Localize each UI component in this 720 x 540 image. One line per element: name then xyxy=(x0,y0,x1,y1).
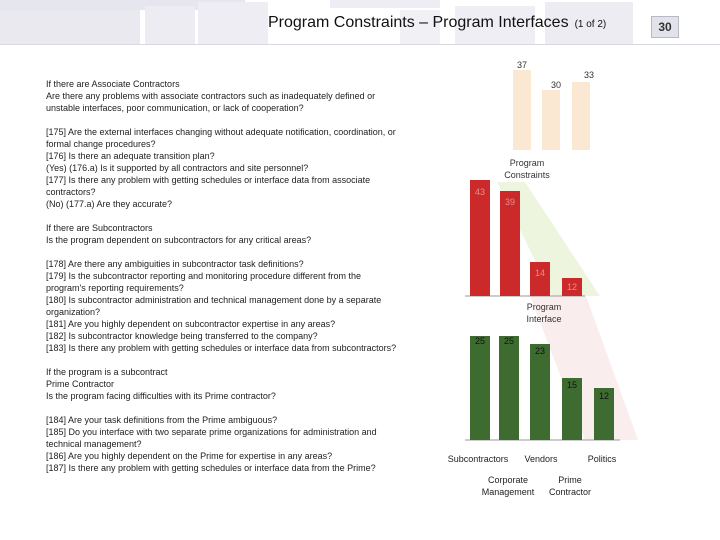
subcontract-heading: If the program is a subcontract Prime Contractor Is the program facing difficulties with its Prime contractor? xyxy=(46,367,276,401)
bar-label-constraints-3: 33 xyxy=(583,70,595,80)
x-label-politics: Politics xyxy=(587,454,617,464)
associate-contractors-heading: If there are Associate Contractors Are there any problems with associate contractors such as inadequately defined or unstable interfaces, poor communication, or lack of cooperation? xyxy=(46,79,376,113)
slide-number: 30 xyxy=(651,16,679,38)
bar-interface-1 xyxy=(470,180,490,296)
bar-label-interface-4: 12 xyxy=(566,282,578,292)
bar-label-detail-2: 25 xyxy=(503,336,515,346)
x-label-subcontractors: Subcontractors xyxy=(447,454,509,464)
associate-contractors-questions: [175] Are the external interfaces changing without adequate notification, coordination, or formal change procedures? [176] Is there an adequate transition plan? (Yes) (176.a) Is it supported by all contractors and site personnel? [177] Is there any problem with getting schedules or interface data from associate contractors? (No) (177.a) Are they accurate? xyxy=(46,127,396,209)
bar-label-interface-1: 43 xyxy=(474,187,486,197)
bar-label-detail-3: 23 xyxy=(534,346,546,356)
level-label-constraints: Program Constraints xyxy=(504,158,550,180)
bar-detail-2 xyxy=(499,336,519,440)
bar-label-constraints-2: 30 xyxy=(550,80,562,90)
bar-label-interface-2: 39 xyxy=(504,197,516,207)
x-label-corporate-management: Corporate Management xyxy=(481,475,535,497)
bar-label-detail-5: 12 xyxy=(598,391,610,401)
bar-detail-1 xyxy=(470,336,490,440)
x-label-vendors: Vendors xyxy=(524,454,558,464)
bar-constraints-3 xyxy=(572,82,590,150)
page-indicator: (1 of 2) xyxy=(574,19,607,30)
x-label-prime-contractor: Prime Contractor xyxy=(548,475,592,497)
bar-label-detail-4: 15 xyxy=(566,380,578,390)
bar-label-detail-1: 25 xyxy=(474,336,486,346)
subcontract-questions: [184] Are your task definitions from the Prime ambiguous? [185] Do you interface with two separate prime organizations for administration and technical management? [186] Are you highly dependent on the Prime for expertise in any areas? [187] Is there any problem with getting schedules or interface data from the Prime? xyxy=(46,415,377,473)
bar-label-constraints-1: 37 xyxy=(516,60,528,70)
bar-constraints-2 xyxy=(542,90,560,150)
subcontractors-questions: [178] Are there any ambiguities in subcontractor task definitions? [179] Is the subcontractor reporting and monitoring procedure different from the program's reporting requirements? [180] Is subcontractor administration and technical management done by a separate organization? [181] Are you highly dependent on subcontractor expertise in any areas? [182] Is subcontractor knowledge being transferred to the company? [183] Is there any problem with getting schedules or interface data from subcontractors? xyxy=(46,259,397,353)
level-label-interface: Program Interface xyxy=(526,302,562,324)
bar-label-interface-3: 14 xyxy=(534,268,546,278)
bar-constraints-1 xyxy=(513,70,531,150)
bar-detail-3 xyxy=(530,344,550,440)
subcontractors-heading: If there are Subcontractors Is the program dependent on subcontractors for any critical areas? xyxy=(46,223,312,245)
title-text: Program Constraints – Program Interfaces xyxy=(268,14,569,31)
